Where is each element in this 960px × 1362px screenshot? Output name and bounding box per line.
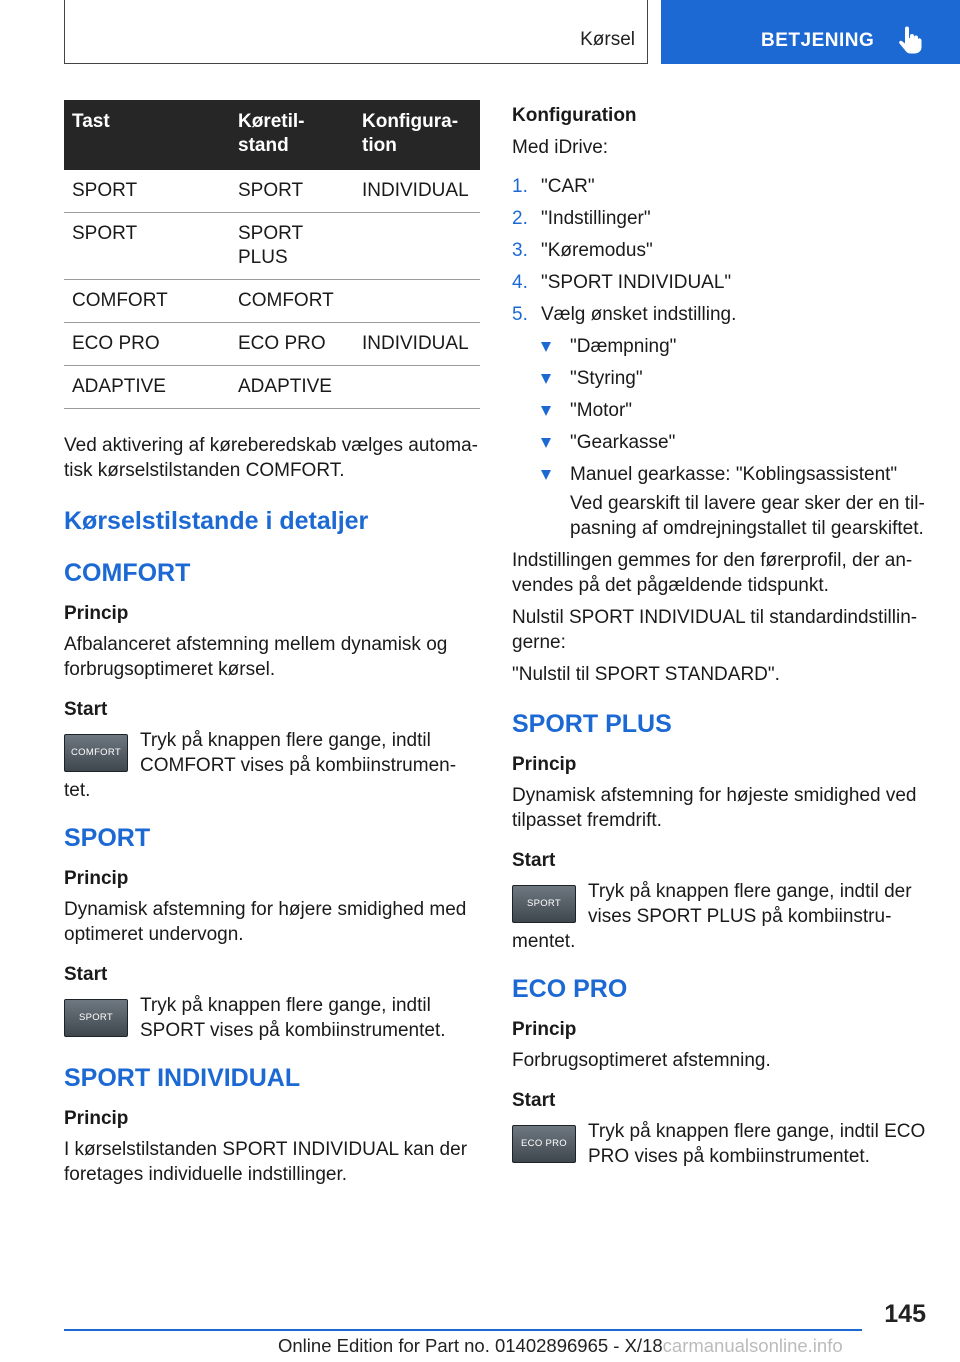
step-number: 1. (512, 176, 528, 197)
footer-rule (64, 1329, 862, 1331)
hand-pointer-icon (897, 26, 923, 54)
eco-pro-start-row (512, 1119, 928, 1169)
config-substep (512, 398, 928, 423)
table-cell: ADAPTIVE (230, 366, 354, 409)
table-cell: COMFORT (64, 280, 230, 323)
sport-individual-principle-text: I kørselstilstanden SPORT INDIVIDUAL kan der foretages individuelle indstillinger. (64, 1139, 468, 1185)
config-step (512, 174, 928, 199)
table-cell: COMFORT (230, 280, 354, 323)
footer-edition-text (278, 1335, 843, 1357)
step-text: "SPORT INDIVIDUAL" (541, 272, 732, 293)
comfort-principle-text: Afbalanceret afstemning mellem dynamisk og forbrugsoptimeret kørsel. (64, 634, 448, 680)
config-step (512, 302, 928, 327)
sport-button-image: SPORT (64, 999, 128, 1037)
table-body (64, 170, 480, 409)
comfort-principle-label: Princip (64, 603, 129, 624)
step-text: "Køremodus" (541, 240, 653, 261)
table-cell: INDIVIDUAL (354, 323, 480, 366)
substep-text: "Motor" (570, 400, 633, 421)
page-number: 145 (884, 1300, 926, 1328)
table-row (64, 323, 480, 366)
right-column (512, 104, 928, 1169)
sport-start-label: Start (64, 964, 108, 985)
drive-mode-table (64, 100, 480, 409)
eco-pro-start-text: Tryk på knappen flere gange, indtil ECO PRO vises på kombiinstrumentet. (588, 1121, 926, 1167)
step-text: Vælg ønsket indstilling. (541, 304, 737, 325)
table-row (64, 366, 480, 409)
sport-plus-button-image: SPORT (512, 885, 576, 923)
sport-plus-start-text-tail: mentet. (512, 931, 576, 952)
comfort-start-label: Start (64, 699, 108, 720)
substep-note: Ved gearskift til lavere gear sker der en til-pasning af omdrejningstallet til gearskiftet. (570, 493, 925, 539)
config-step (512, 206, 928, 231)
step-text: "Indstillinger" (541, 208, 651, 229)
table-cell: ECO PRO (64, 323, 230, 366)
substep-text: "Gearkasse" (570, 432, 676, 453)
step-number: 2. (512, 208, 528, 229)
eco-pro-start-label: Start (512, 1090, 556, 1111)
sport-plus-principle-text: Dynamisk afstemning for højeste smidighed ved tilpasset fremdrift. (512, 785, 917, 831)
header-chapter-label: BETJENING (761, 30, 875, 51)
triangle-bullet-icon (541, 342, 551, 352)
comfort-button-image: COMFORT (64, 734, 128, 772)
table-row (64, 280, 480, 323)
footer-edition: Online Edition for Part no. 01402896965 - X/18 (278, 1335, 663, 1356)
left-column (64, 100, 480, 1187)
config-substep (512, 366, 928, 391)
config-intro: Med iDrive: (512, 137, 609, 158)
table-header-config: Konfigura- tion (354, 100, 480, 170)
table-cell (354, 213, 480, 280)
triangle-bullet-icon (541, 406, 551, 416)
eco-pro-heading: ECO PRO (512, 975, 628, 1003)
table-row (64, 170, 480, 213)
config-substeps (512, 334, 928, 487)
sport-plus-start-row (512, 879, 928, 954)
sport-heading: SPORT (64, 824, 151, 852)
eco-pro-principle-label: Princip (512, 1019, 577, 1040)
header-section-title: Kørsel (580, 29, 635, 50)
main-heading: Kørselstilstande i detaljer (64, 507, 369, 535)
save-note: Indstillingen gemmes for den førerprofil, der an-vendes på det pågældende tidspunkt. (512, 550, 913, 596)
config-label: Konfiguration (512, 105, 637, 126)
config-substep (512, 334, 928, 359)
table-header-key: Tast (64, 100, 230, 170)
step-text: "CAR" (541, 176, 595, 197)
sport-plus-start-text: Tryk på knappen flere gange, indtil der vises SPORT PLUS på kombiinstru- mentet. (512, 879, 928, 954)
comfort-start-text: Tryk på knappen flere gange, indtil COMFORT vises på kombiinstrumen- tet. (64, 728, 480, 803)
config-substep (512, 462, 928, 487)
step-number: 4. (512, 272, 528, 293)
table-cell: INDIVIDUAL (354, 170, 480, 213)
table-row (64, 213, 480, 280)
table-cell (354, 366, 480, 409)
table-cell: SPORT (230, 170, 354, 213)
sport-plus-heading: SPORT PLUS (512, 710, 672, 738)
sport-principle-label: Princip (64, 868, 129, 889)
config-substep (512, 430, 928, 455)
sport-individual-principle-label: Princip (64, 1108, 129, 1129)
table-cell: ECO PRO (230, 323, 354, 366)
intro-text: Ved aktivering af køreberedskab vælges automa-tisk kørselstilstanden COMFORT. (64, 435, 478, 481)
step-number: 5. (512, 304, 528, 325)
comfort-start-row (64, 728, 480, 803)
config-steps (512, 174, 928, 327)
sport-principle-text: Dynamisk afstemning for højere smidighed med optimeret undervogn. (64, 899, 467, 945)
table-cell (354, 280, 480, 323)
triangle-bullet-icon (541, 470, 551, 480)
triangle-bullet-icon (541, 438, 551, 448)
config-step (512, 238, 928, 263)
substep-text: Manuel gearkasse: "Koblingsassistent" (570, 464, 898, 485)
substep-text: "Dæmpning" (570, 336, 677, 357)
eco-pro-principle-text: Forbrugsoptimeret afstemning. (512, 1050, 771, 1071)
sport-start-text: Tryk på knappen flere gange, indtil SPORT vises på kombiinstrumentet. (140, 995, 446, 1041)
sport-start-row (64, 993, 480, 1043)
table-cell: SPORT (64, 213, 230, 280)
substep-text: "Styring" (570, 368, 643, 389)
header-chapter-tab[interactable] (661, 0, 960, 64)
table-cell: SPORT (64, 170, 230, 213)
comfort-heading: COMFORT (64, 559, 191, 587)
reset-note: Nulstil SPORT INDIVIDUAL til standardindstillin-gerne: (512, 607, 918, 653)
header-section-box (64, 0, 648, 64)
step-number: 3. (512, 240, 528, 261)
table-header-mode: Køretil- stand (230, 100, 354, 170)
sport-plus-start-label: Start (512, 850, 556, 871)
eco-pro-button-image: ECO PRO (512, 1125, 576, 1163)
table-cell: SPORT PLUS (230, 213, 354, 280)
config-step (512, 270, 928, 295)
comfort-start-text-tail: tet. (64, 780, 91, 801)
sport-plus-principle-label: Princip (512, 754, 577, 775)
footer-watermark: carmanualsonline.info (662, 1335, 843, 1356)
table-cell: ADAPTIVE (64, 366, 230, 409)
reset-path: "Nulstil til SPORT STANDARD". (512, 664, 780, 685)
sport-individual-heading: SPORT INDIVIDUAL (64, 1064, 301, 1092)
triangle-bullet-icon (541, 374, 551, 384)
